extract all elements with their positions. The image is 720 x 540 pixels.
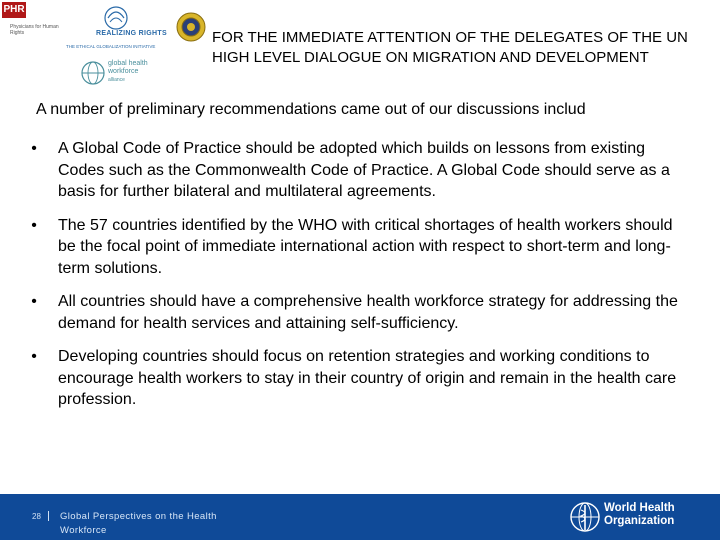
list-item-text: Developing countries should focus on retention strategies and working conditions to encourage health workers to stay in their country of origin and remain in the health care profession.: [58, 348, 677, 408]
list-item: [28, 291, 688, 334]
bullet-icon: •: [31, 293, 37, 310]
page-number: 28: [32, 512, 41, 521]
global-health-workforce-logo: [80, 58, 160, 92]
realizing-rights-title: REALIZING RIGHTS: [96, 30, 167, 37]
phr-logo-subtitle: Physicians for Human Rights: [10, 24, 59, 36]
list-item: [28, 346, 688, 411]
footer-bar: [0, 494, 720, 540]
who-emblem-icon: [568, 500, 602, 534]
realizing-rights-emblem-icon: [96, 4, 136, 30]
list-item-text: The 57 countries identified by the WHO with critical shortages of health workers should be the focal point of immediate international action with respect to short-term and long-term solutions.: [58, 216, 673, 277]
seal-icon: [176, 12, 206, 42]
recommendation-list: [28, 138, 688, 411]
footer-title: Global Perspectives on the Health Workforce: [60, 511, 217, 536]
bullet-icon: •: [31, 140, 37, 157]
list-item-text: A Global Code of Practice should be adopted which builds on lessons from existing Codes such as the Commonwealth Code of Practice. A Global Code should serve as a basis for further bilateral and multilateral agreements.: [58, 140, 670, 200]
bullet-icon: •: [31, 216, 37, 234]
list-item: [28, 215, 688, 280]
phr-logo: [2, 2, 59, 38]
who-wordmark: [604, 502, 675, 528]
footer-divider: [48, 511, 49, 521]
who-line-2: Organization: [604, 515, 675, 527]
realizing-rights-logo: [66, 4, 176, 54]
ghw-line-3: alliance: [108, 77, 125, 83]
intro-text: A number of preliminary recommendations came out of our discussions includ: [36, 101, 586, 118]
ghw-logo-text: [108, 60, 148, 84]
bullet-icon: •: [31, 348, 37, 365]
list-item: [28, 138, 688, 203]
phr-logo-mark: PHR: [2, 2, 26, 18]
globe-icon: [80, 60, 106, 86]
ghw-line-1: global health: [108, 60, 148, 67]
who-line-1: World Health: [604, 502, 675, 514]
realizing-rights-subtitle: THE ETHICAL GLOBALIZATION INITIATIVE: [66, 44, 156, 49]
page-title: FOR THE IMMEDIATE ATTENTION OF THE DELEGATES OF THE UN HIGH LEVEL DIALOGUE ON MIGRATION AND DEVELOPMENT: [212, 29, 688, 66]
list-item-text: All countries should have a comprehensive health workforce strategy for addressing the demand for health services and attaining self-sufficiency.: [58, 293, 678, 332]
ghw-line-2: workforce: [108, 68, 139, 75]
